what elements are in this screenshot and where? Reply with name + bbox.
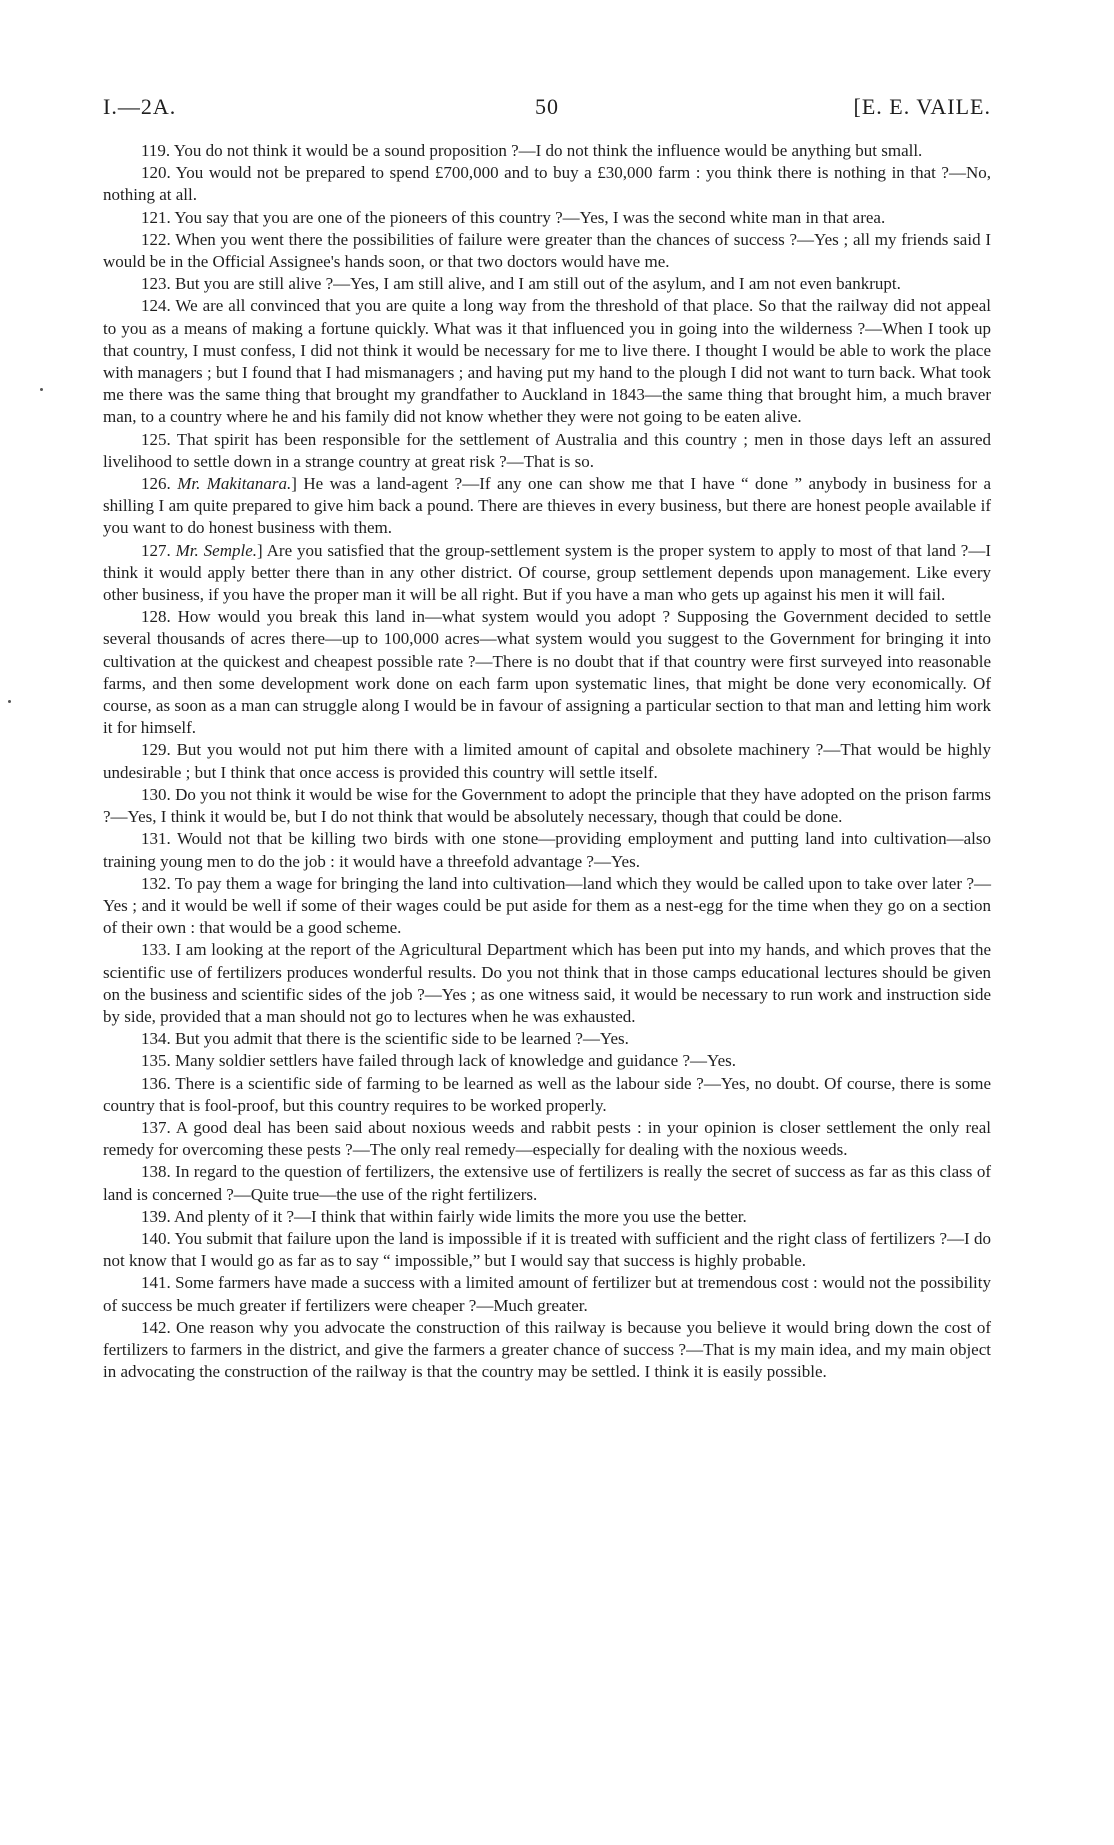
paragraph-text: 125. That spirit has been responsible for the settlement of Australia and this country ; men in those days left an assured livelihood to settle down in a strange country at great risk ?—That is so.: [103, 429, 991, 471]
paragraph: [103, 273, 991, 295]
paragraph: [103, 606, 991, 739]
paragraph: [103, 1206, 991, 1228]
paragraph: [103, 873, 991, 940]
paragraph: [103, 828, 991, 872]
paragraph-text: 135. Many soldier settlers have failed through lack of knowledge and guidance ?—Yes.: [141, 1051, 737, 1071]
paragraph-text: 137. A good deal has been said about noxious weeds and rabbit pests : in your opinion is closer settlement the only real remedy for overcoming these pests ?—The only real remedy—especially for dealing with the noxious weeds.: [103, 1117, 991, 1160]
paragraph-text: 131. Would not that be killing two birds with one stone—providing employment and putting land into cultivation—also training young men to do the job : it would have a threefold advantage ?—Yes.: [103, 829, 991, 871]
paragraph-text: ] He was a land-agent ?—If any one can show me that I have “ done ” anybody in business for a shilling I am quite prepared to give him back a pound. There are thieves in every business, but there are honest people available if you want to do honest business with them.: [103, 474, 991, 538]
paragraph: [103, 295, 991, 428]
paragraph: [103, 1117, 991, 1161]
paragraph: [103, 1161, 991, 1205]
paragraph: [103, 1317, 991, 1384]
paragraph-text: 119. You do not think it would be a sound proposition ?—I do not think the influence would be anything but small.: [141, 141, 923, 160]
paragraph-text: 121. You say that you are one of the pioneers of this country ?—Yes, I was the second white man in that area.: [141, 207, 886, 227]
document-body: [103, 140, 991, 1383]
paragraph-text: 123. But you are still alive ?—Yes, I am still alive, and I am still out of the asylum, and I am not even bankrupt.: [141, 274, 901, 294]
paragraph: [103, 540, 991, 607]
paragraph: [103, 784, 991, 828]
paragraph: [103, 162, 991, 206]
paragraph: [103, 1228, 991, 1272]
paragraph-text: 124. We are all convinced that you are quite a long way from the threshold of that place. So that the railway did not appeal to you as a means of making a fortune quickly. What was it that influenced you in going into the wilderness ?—When I took up that country, I must confess, I did not think it would be necessary for me to live there. I thought I would be able to work the place with managers ; but I found that I had mismanagers ; and having put my hand to the plough I did not want to turn back. What took me there was the same thing that brought my grandfather to Auckland in 1843—the same thing that brought him, a much braver man, to a country where he and his family did not know whether they were not going to be eaten alive.: [103, 296, 991, 427]
document-reference: I.—2A.: [103, 94, 177, 119]
paragraph-text: 128. How would you break this land in—what system would you adopt ? Supposing the Government decided to settle several thousands of acres there—up to 100,000 acres—what system would you suggest to the Government for bringing it into cultivation at the quickest and cheapest possible rate ?—There is no doubt that if that country were first surveyed into reasonable farms, and then some development work done on each farm upon systematic lines, that might be done very economically. Of course, as soon as a man can struggle along I would be in favour of assigning a particular section to that man and letting him work it for himself.: [103, 607, 991, 738]
paragraph-text: 139. And plenty of it ?—I think that within fairly wide limits the more you use the better.: [141, 1206, 747, 1226]
paragraph: [103, 1272, 991, 1316]
paragraph-text: ] Are you satisfied that the group-settlement system is the proper system to apply to most of that land ?—I think it would apply better there than in any other district. Of course, group settlement depends upon management. Like every other business, if you have the proper man it will be all right. But if you have a man who gets up against his men it will fail.: [103, 540, 992, 605]
paragraph-text: 132. To pay them a wage for bringing the land into cultivation—land which they would be called upon to take over later ?—Yes ; and it would be well if some of their wages could be put aside for them as a nest-egg for the time when they go on a section of their own : that would be a good scheme.: [103, 873, 991, 938]
paragraph-text: 129. But you would not put him there with a limited amount of capital and obsolete machinery ?—That would be highly undesirable ; but I think that once access is provided this country will settle itself.: [103, 740, 991, 782]
paragraph-text: 136. There is a scientific side of farming to be learned as well as the labour side ?—Yes, no doubt. Of course, there is some country that is fool-proof, but this country requires to be worked properly.: [103, 1073, 991, 1115]
paragraph-text: 141. Some farmers have made a success with a limited amount of fertilizer but at tremendous cost : would not the possibility of success be much greater if fertilizers were cheaper ?—Much greater.: [103, 1273, 991, 1315]
paragraph-text: 138. In regard to the question of fertilizers, the extensive use of fertilizers is really the secret of success as far as this class of land is concerned ?—Quite true—the use of the right fertilizers.: [103, 1162, 991, 1204]
paragraph: [103, 739, 991, 783]
paragraph: [103, 429, 991, 473]
page-number: 50: [535, 94, 559, 119]
speaker-name: Mr. Semple.: [175, 540, 258, 560]
scan-speck: [40, 388, 43, 391]
paragraph: [103, 939, 991, 1028]
paragraph: [103, 207, 991, 229]
page-header: [103, 94, 991, 124]
paragraph-text: 133. I am looking at the report of the Agricultural Department which has been put into my hands, and which proves that the scientific use of fertilizers produces wonderful results. Do you not think that in those camps educational lectures should be given on the business and scientific sides of the job ?—Yes ; as one witness said, it would be necessary to run work and instruction side by side, provided that a man should not go to lectures when he was exhausted.: [103, 940, 991, 1026]
paragraph: [103, 1028, 991, 1050]
paragraph-text: 142. One reason why you advocate the construction of this railway is because you believe it would bring down the cost of fertilizers to farmers in the district, and give the farmers a greater chance of success ?—That is my main idea, and my main object in advocating the construction of the railway is that the country may be settled. I think it is easily possible.: [103, 1317, 991, 1382]
paragraph-number: 126.: [141, 474, 178, 494]
paragraph: [103, 140, 991, 162]
paragraph-text: 134. But you admit that there is the scientific side to be learned ?—Yes.: [141, 1029, 629, 1049]
paragraph: [103, 473, 991, 540]
paragraph-text: 140. You submit that failure upon the land is impossible if it is treated with sufficient and the right class of fertilizers ?—I do not know that I would go as far as to say “ impossible,” but I would say that success is highly probable.: [103, 1228, 991, 1271]
speaker-name: Mr. Makitanara.: [177, 474, 292, 494]
paragraph-number: 127.: [141, 540, 176, 560]
paragraph-text: 120. You would not be prepared to spend £700,000 and to buy a £30,000 farm : you think there is nothing in that ?—No, nothing at all.: [103, 163, 991, 205]
paragraph-text: 130. Do you not think it would be wise for the Government to adopt the principle that they have adopted on the prison farms ?—Yes, I think it would be, but I do not think that would be absolutely necessary, though that could be done.: [103, 784, 991, 827]
paragraph: [103, 1073, 991, 1117]
paragraph: [103, 229, 991, 273]
witness-name: [E. E. VAILE.: [853, 94, 991, 119]
paragraph: [103, 1050, 991, 1072]
paragraph-text: 122. When you went there the possibilities of failure were greater than the chances of success ?—Yes ; all my friends said I would be in the Official Assignee's hands soon, or that two doctors would have me.: [103, 229, 991, 272]
scan-speck: [8, 700, 11, 703]
